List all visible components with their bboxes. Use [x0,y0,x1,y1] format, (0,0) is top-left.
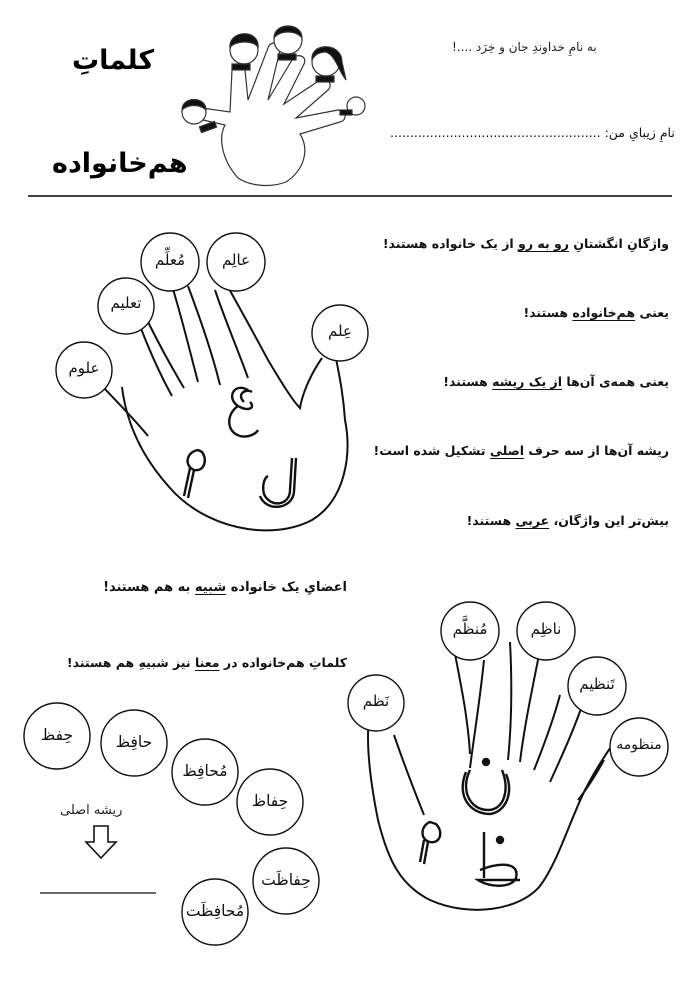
hand2-finger-word: منظومه [616,737,662,753]
hand2-finger-word: ناظِم [530,620,562,638]
hand1-finger-word: عِلم [328,322,352,340]
title-word-kalamat: کلماتِ [72,45,155,76]
intro-line-5: بیش‌تر این واژگان، عربی هستند! [466,513,669,528]
word-circle-text: حافِظ [115,733,153,751]
word-circle-text: مُحافِظَت [185,902,245,920]
name-dots: ..................................................... [390,125,601,140]
hand1-finger-word: تعلیم [110,294,142,312]
family-line-2: کلماتِ هم‌خانواده در معنا نیز شبیهِ هم هستند! [66,655,347,670]
word-circle-text: مُحافِظ [182,762,228,780]
name-label: نامِ زیبایِ من: [600,125,675,140]
family-line-1: اعضایِ یک خانواده شبیه به هم هستند! [103,580,347,595]
hand2-finger-word: نَظم [362,692,390,710]
word-circle-text: حِفظ [40,726,74,744]
intro-line-1: واژگانِ انگشتانِ رو به رو از یک خانواده هستند! [382,236,669,251]
word-circle-text: حِفاظ [251,792,289,810]
hand2-finger-word: تَنظیم [579,675,615,693]
hand1-finger-word: مُعلِّم [154,251,186,269]
root-answer-field[interactable] [40,870,156,894]
root-label: ریشه اصلی [60,803,123,818]
hand2-finger-word: مُنظَّم [452,620,488,638]
basmala-text: به نامِ خداوندِ جان و خِرَد ....! [452,40,597,54]
intro-line-4: ریشه آن‌ها از سه حرف اصلی تشکیل شده است! [373,443,669,458]
title-word-hamkhanevadeh: هم‌خانواده [52,148,188,179]
intro-line-2: یعنی هم‌خانواده هستند! [523,305,669,320]
hand1-finger-word: عالِم [221,251,251,269]
hand1-finger-word: علوم [68,359,100,377]
intro-line-3: یعنی همه‌ی آن‌ها از یک ریشه هستند! [443,374,669,389]
word-circle-text: حِفاظَت [261,871,311,889]
